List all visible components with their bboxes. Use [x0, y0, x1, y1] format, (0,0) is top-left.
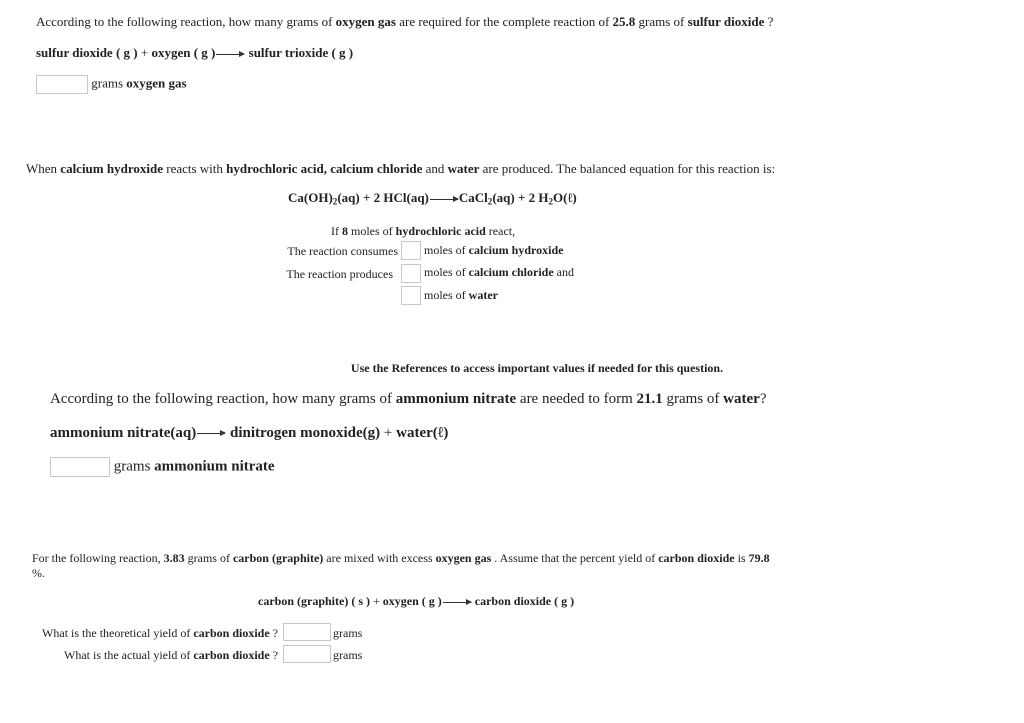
q4-amount: 3.83	[163, 551, 185, 565]
q3-question-text-3: grams of	[666, 391, 720, 407]
q4-intro-text-2: grams of	[187, 551, 230, 565]
q2-consumes-pre: moles of	[424, 243, 466, 257]
q3-eq-reactant: ammonium nitrate(aq)	[50, 425, 197, 441]
reaction-arrow-icon	[443, 602, 471, 603]
q4-eq-reactant2: oxygen	[382, 594, 419, 608]
q4-percent-yield: 79.8	[748, 551, 770, 565]
q4-equation	[258, 594, 574, 609]
q4-actual-input[interactable]	[283, 645, 331, 663]
q1-equation	[36, 45, 353, 61]
q1-answer-unit: grams	[91, 75, 124, 91]
q3-answer-unit: grams	[113, 458, 151, 475]
q2-consumes-input[interactable]	[401, 241, 421, 260]
q4-eq-state1: ( s )	[351, 594, 370, 608]
q3-amount: 21.1	[636, 391, 663, 407]
q2-consumes-label: The reaction consumes	[287, 244, 398, 258]
q1-amount: 25.8	[612, 14, 636, 29]
q4-intro-text-5: is	[737, 551, 746, 565]
q2-eq-right-sub: 2	[487, 196, 493, 207]
q1-answer-label: oxygen gas	[126, 75, 187, 91]
q3-eq-product1: dinitrogen monoxide(g)	[230, 425, 381, 441]
q4-theoretical-unit: grams	[333, 626, 363, 640]
q4-substance-carbon-dioxide: carbon dioxide	[658, 551, 735, 565]
q1-answer-input[interactable]	[36, 75, 88, 94]
reaction-arrow-icon	[197, 433, 225, 434]
q2-produces-input-2[interactable]	[401, 286, 421, 305]
q2-consumes-substance: calcium hydroxide	[468, 243, 564, 257]
q2-if-amount: 8	[342, 224, 348, 238]
q3-substance-water: water	[723, 391, 760, 407]
q2-produces-label: The reaction produces	[286, 267, 393, 281]
q2-intro-text-2: reacts with	[166, 161, 223, 176]
q1-question-text: According to the following reaction, how many grams of	[36, 14, 333, 29]
q2-product-calcium-chloride: calcium chloride	[330, 161, 423, 176]
q2-produces2-substance: water	[468, 288, 498, 302]
q4-intro-text-4: . Assume that the percent yield of	[494, 551, 656, 565]
q1-question-mark: ?	[767, 14, 774, 29]
q2-if-text: If	[331, 224, 339, 238]
reaction-arrow-icon	[430, 199, 458, 200]
q3-question-text-2: are needed to form	[519, 391, 633, 407]
q4-theo-substance: carbon dioxide	[193, 626, 270, 640]
q3-answer-label: ammonium nitrate	[154, 458, 275, 475]
q2-intro-text-3: and	[425, 161, 445, 176]
q2-product-water: water	[447, 161, 480, 176]
q1-eq-product: sulfur trioxide	[248, 45, 329, 60]
q4-intro-line2: %.	[32, 566, 45, 580]
q2-produces-pre: moles of	[424, 265, 466, 279]
q3-eq-product2: water(ℓ)	[396, 425, 449, 441]
q2-if-line	[331, 224, 515, 239]
q3-answer-input[interactable]	[50, 457, 110, 477]
q2-produces-and: and	[556, 265, 574, 279]
q2-reactant-hydrochloric-acid: hydrochloric acid,	[226, 161, 328, 176]
q1-eq-plus: +	[140, 45, 149, 60]
q1-substance-oxygen: oxygen gas	[335, 14, 396, 29]
q2-eq-left: Ca(OH)	[288, 190, 333, 205]
q2-intro	[26, 161, 775, 177]
q2-if-substance: hydrochloric acid	[395, 224, 486, 238]
q4-actual-pre: What is the actual yield of	[64, 648, 191, 662]
q4-intro-text: For the following reaction,	[32, 551, 161, 565]
q3-equation	[50, 425, 448, 442]
q4-substance-carbon: carbon (graphite)	[232, 551, 324, 565]
q2-eq-left-tail: (aq) + 2 HCl(aq)	[337, 190, 429, 205]
q2-if-text-3: react,	[488, 224, 516, 238]
q1-question-text-3: grams of	[638, 14, 685, 29]
q4-substance-oxygen: oxygen gas	[435, 551, 492, 565]
q4-actual-mark: ?	[272, 648, 278, 662]
q4-eq-product: carbon dioxide	[474, 594, 552, 608]
q4-eq-state3: ( g )	[554, 594, 575, 608]
q1-eq-reactant1: sulfur dioxide	[36, 45, 113, 60]
q4-actual-unit: grams	[333, 648, 363, 662]
q4-theoretical-input[interactable]	[283, 623, 331, 641]
q4-intro-line1	[32, 551, 770, 566]
q2-eq-right-tail: O(ℓ)	[553, 190, 577, 205]
q2-eq-right: CaCl	[458, 190, 488, 205]
q1-substance-sulfur-dioxide: sulfur dioxide	[687, 14, 765, 29]
q2-produces2-text	[424, 288, 498, 303]
q2-equation	[288, 190, 577, 206]
q4-actual-substance: carbon dioxide	[193, 648, 270, 662]
q2-intro-text-4: are produced. The balanced equation for this reaction is:	[482, 161, 776, 176]
q4-eq-state2: ( g )	[421, 594, 442, 608]
q2-consumes-text	[424, 243, 563, 258]
q2-produces-text	[424, 265, 574, 280]
q2-eq-right-mid: (aq) + 2 H	[492, 190, 549, 205]
q2-intro-text: When	[26, 161, 58, 176]
q1-question-text-2: are required for the complete reaction of	[399, 14, 610, 29]
q3-substance-ammonium-nitrate: ammonium nitrate	[395, 391, 517, 407]
reaction-arrow-icon	[216, 54, 244, 55]
q2-if-text-2: moles of	[351, 224, 393, 238]
q2-eq-right-sub2: 2	[548, 196, 554, 207]
q4-actual-label	[20, 648, 278, 663]
q1-eq-state3: ( g )	[331, 45, 354, 60]
q2-produces-substance: calcium chloride	[468, 265, 554, 279]
q4-theo-pre: What is the theoretical yield of	[42, 626, 191, 640]
q3-question-text: According to the following reaction, how many grams of	[50, 391, 392, 407]
q4-eq-reactant1: carbon (graphite)	[258, 594, 349, 608]
q2-reactant-calcium-hydroxide: calcium hydroxide	[60, 161, 163, 176]
q4-theo-mark: ?	[272, 626, 278, 640]
q1-eq-state1: ( g )	[115, 45, 138, 60]
q4-theoretical-label	[20, 626, 278, 641]
q1-eq-reactant2: oxygen	[151, 45, 191, 60]
q3-answer-row	[50, 457, 275, 477]
q1-eq-state2: ( g )	[193, 45, 216, 60]
q4-intro-text-3: are mixed with excess	[326, 551, 433, 565]
q2-produces-input-1[interactable]	[401, 264, 421, 283]
q3-references-note	[0, 361, 1024, 376]
q1-question	[36, 14, 773, 30]
q1-answer-row	[36, 75, 187, 94]
q3-question-mark: ?	[759, 391, 767, 407]
q2-produces2-pre: moles of	[424, 288, 466, 302]
q3-question	[50, 391, 767, 408]
q2-eq-left-sub: 2	[332, 196, 338, 207]
q3-references-text: Use the References to access important values if needed for this question.	[350, 361, 724, 375]
q3-eq-plus: +	[383, 425, 393, 441]
q4-eq-plus: +	[373, 594, 380, 608]
